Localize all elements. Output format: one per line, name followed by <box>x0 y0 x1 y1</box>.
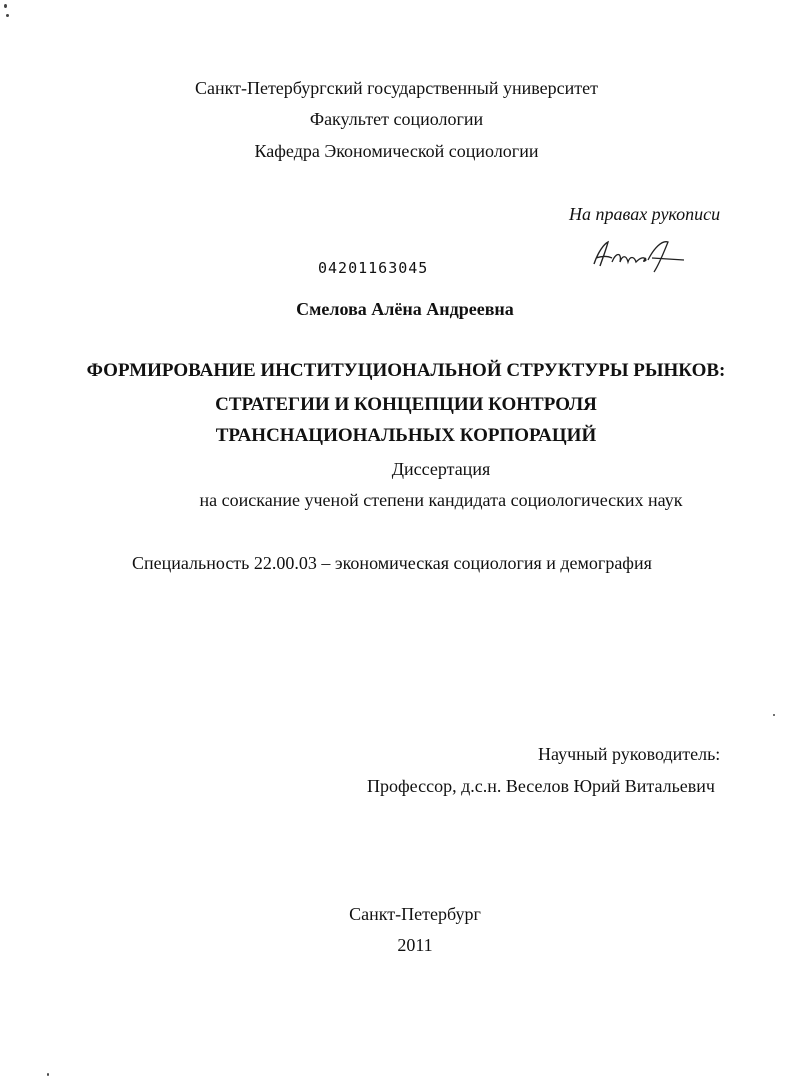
scan-speck <box>47 1073 49 1076</box>
university-name: Санкт-Петербургский государственный университет <box>194 78 599 98</box>
specialty: Специальность 22.00.03 – экономическая социология и демография <box>132 553 652 573</box>
dissertation-title-line-3: ТРАНСНАЦИОНАЛЬНЫХ КОРПОРАЦИЙ <box>215 425 597 446</box>
faculty-name: Факультет социологии <box>309 109 484 129</box>
registry-number: 04201163045 <box>318 259 429 277</box>
dissertation-title-line-1: ФОРМИРОВАНИЕ ИНСТИТУЦИОНАЛЬНОЙ СТРУКТУРЫ РЫНКОВ: <box>86 360 726 381</box>
dissertation-title-line-2: СТРАТЕГИИ И КОНЦЕПЦИИ КОНТРОЛЯ <box>215 394 597 415</box>
signature-icon <box>588 238 688 274</box>
supervisor-name: Профессор, д.с.н. Веселов Юрий Витальевич <box>367 776 715 796</box>
year: 2011 <box>397 935 433 955</box>
department-name: Кафедра Экономической социологии <box>254 141 539 161</box>
work-type: Диссертация <box>391 459 491 479</box>
manuscript-note: На правах рукописи <box>569 204 721 224</box>
scan-speck <box>4 4 7 8</box>
scan-speck <box>6 14 9 17</box>
author-name: Смелова Алёна Андреевна <box>296 299 514 319</box>
scan-speck <box>773 714 775 716</box>
city: Санкт-Петербург <box>349 904 481 924</box>
degree-statement: на соискание ученой степени кандидата социологических наук <box>199 490 683 510</box>
supervisor-label: Научный руководитель: <box>538 744 721 764</box>
